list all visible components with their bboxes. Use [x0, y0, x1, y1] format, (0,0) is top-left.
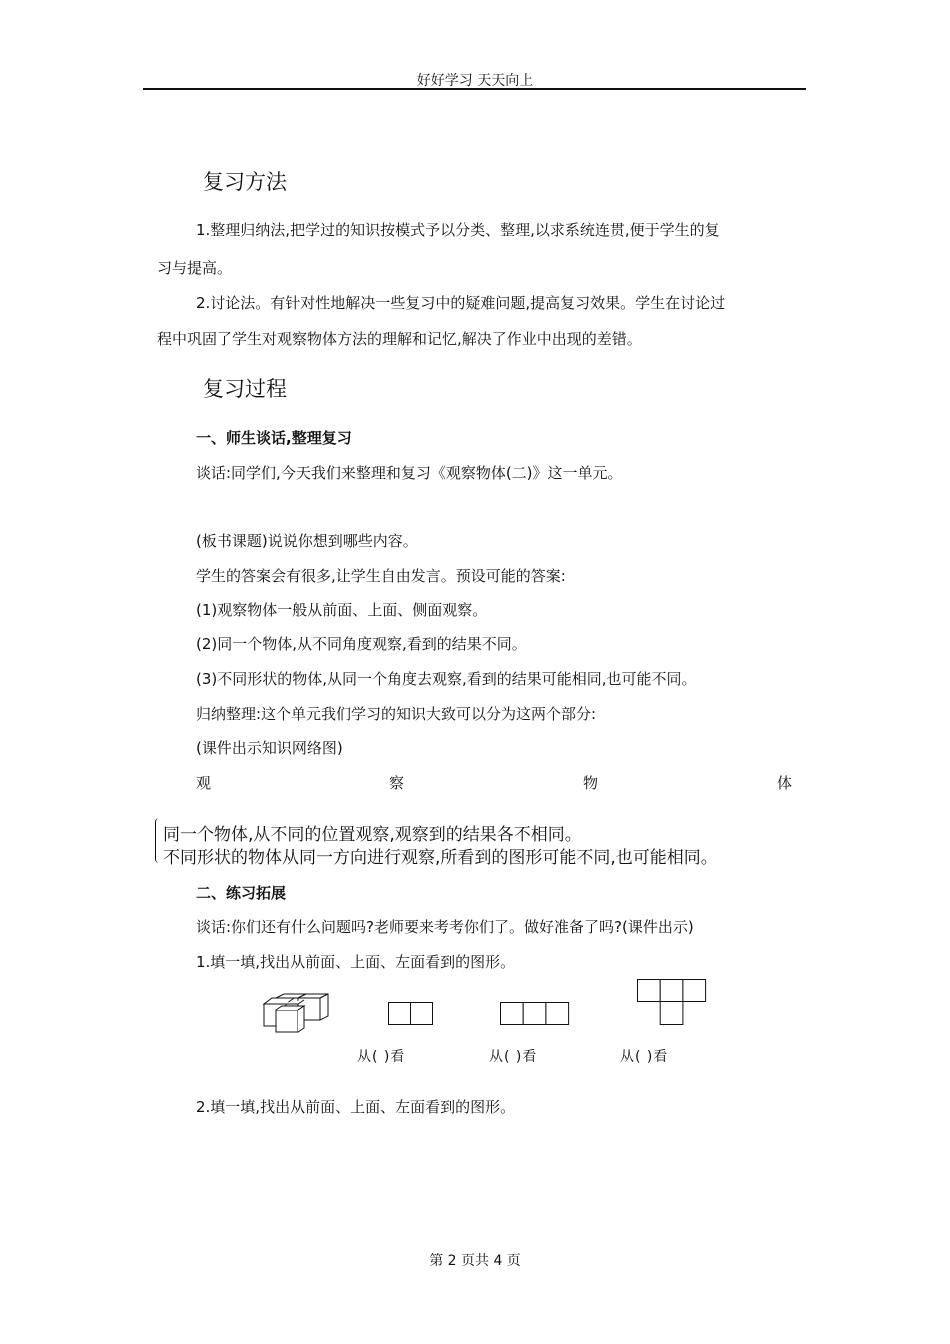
network-char-4: 体: [777, 774, 793, 792]
method-item-1-line-1: 1.整理归纳法,把学过的知识按模式予以分类、整理,以求系统连贯,便于学生的复: [196, 221, 720, 239]
answer-2: (2)同一个物体,从不同角度观察,看到的结果不同。: [196, 635, 527, 653]
page-number: 第 2 页共 4 页: [429, 1253, 521, 1269]
knowledge-branch-1: 同一个物体,从不同的位置观察,观察到的结果各不相同。: [163, 825, 582, 845]
view-shape-two-squares: [388, 1002, 434, 1026]
network-char-1: 观: [196, 774, 212, 792]
part-2-title: 二、练习拓展: [196, 884, 287, 902]
talk-1: 谈话:同学们,今天我们来整理和复习《观察物体(二)》这一单元。: [196, 464, 623, 482]
knowledge-brace: [155, 818, 161, 863]
cube-group-figure: [260, 994, 345, 1032]
answer-1: (1)观察物体一般从前面、上面、侧面观察。: [196, 601, 488, 619]
header-title: 好好学习 天天向上: [416, 73, 534, 89]
view-shape-three-squares: [500, 1002, 570, 1026]
section-heading-methods: 复习方法: [203, 170, 287, 194]
answers-intro: 学生的答案会有很多,让学生自由发言。预设可能的答案:: [196, 567, 566, 585]
method-item-2-line-1: 2.讨论法。有针对性地解决一些复习中的疑难问题,提高复习效果。学生在讨论过: [196, 294, 726, 312]
board-note: (板书课题)说说你想到哪些内容。: [196, 532, 418, 550]
courseware-note: (课件出示知识网络图): [196, 739, 343, 757]
method-item-1-line-2: 习与提高。: [157, 259, 233, 277]
method-item-2-line-2: 程中巩固了学生对观察物体方法的理解和记忆,解决了作业中出现的差错。: [157, 330, 642, 348]
talk-2: 谈话:你们还有什么问题吗?老师要来考考你们了。做好准备了吗?(课件出示): [196, 918, 694, 936]
answer-blank-2[interactable]: 从( )看: [489, 1049, 538, 1065]
header-divider: [143, 88, 806, 90]
section-heading-process: 复习过程: [203, 377, 287, 401]
part-1-title: 一、师生谈话,整理复习: [196, 429, 352, 447]
answer-blank-3[interactable]: 从( )看: [620, 1049, 669, 1065]
network-char-2: 察: [389, 774, 405, 792]
view-shape-t-shape: [637, 979, 707, 1026]
exercise-2: 2.填一填,找出从前面、上面、左面看到的图形。: [196, 1098, 516, 1116]
knowledge-branch-2: 不同形状的物体从同一方向进行观察,所看到的图形可能不同,也可能相同。: [163, 848, 718, 868]
exercise-1: 1.填一填,找出从前面、上面、左面看到的图形。: [196, 953, 516, 971]
answer-blank-1[interactable]: 从( )看: [357, 1049, 406, 1065]
network-char-3: 物: [583, 774, 599, 792]
summary: 归纳整理:这个单元我们学习的知识大致可以分为这两个部分:: [196, 705, 597, 723]
answer-3: (3)不同形状的物体,从同一个角度去观察,看到的结果可能相同,也可能不同。: [196, 670, 697, 688]
